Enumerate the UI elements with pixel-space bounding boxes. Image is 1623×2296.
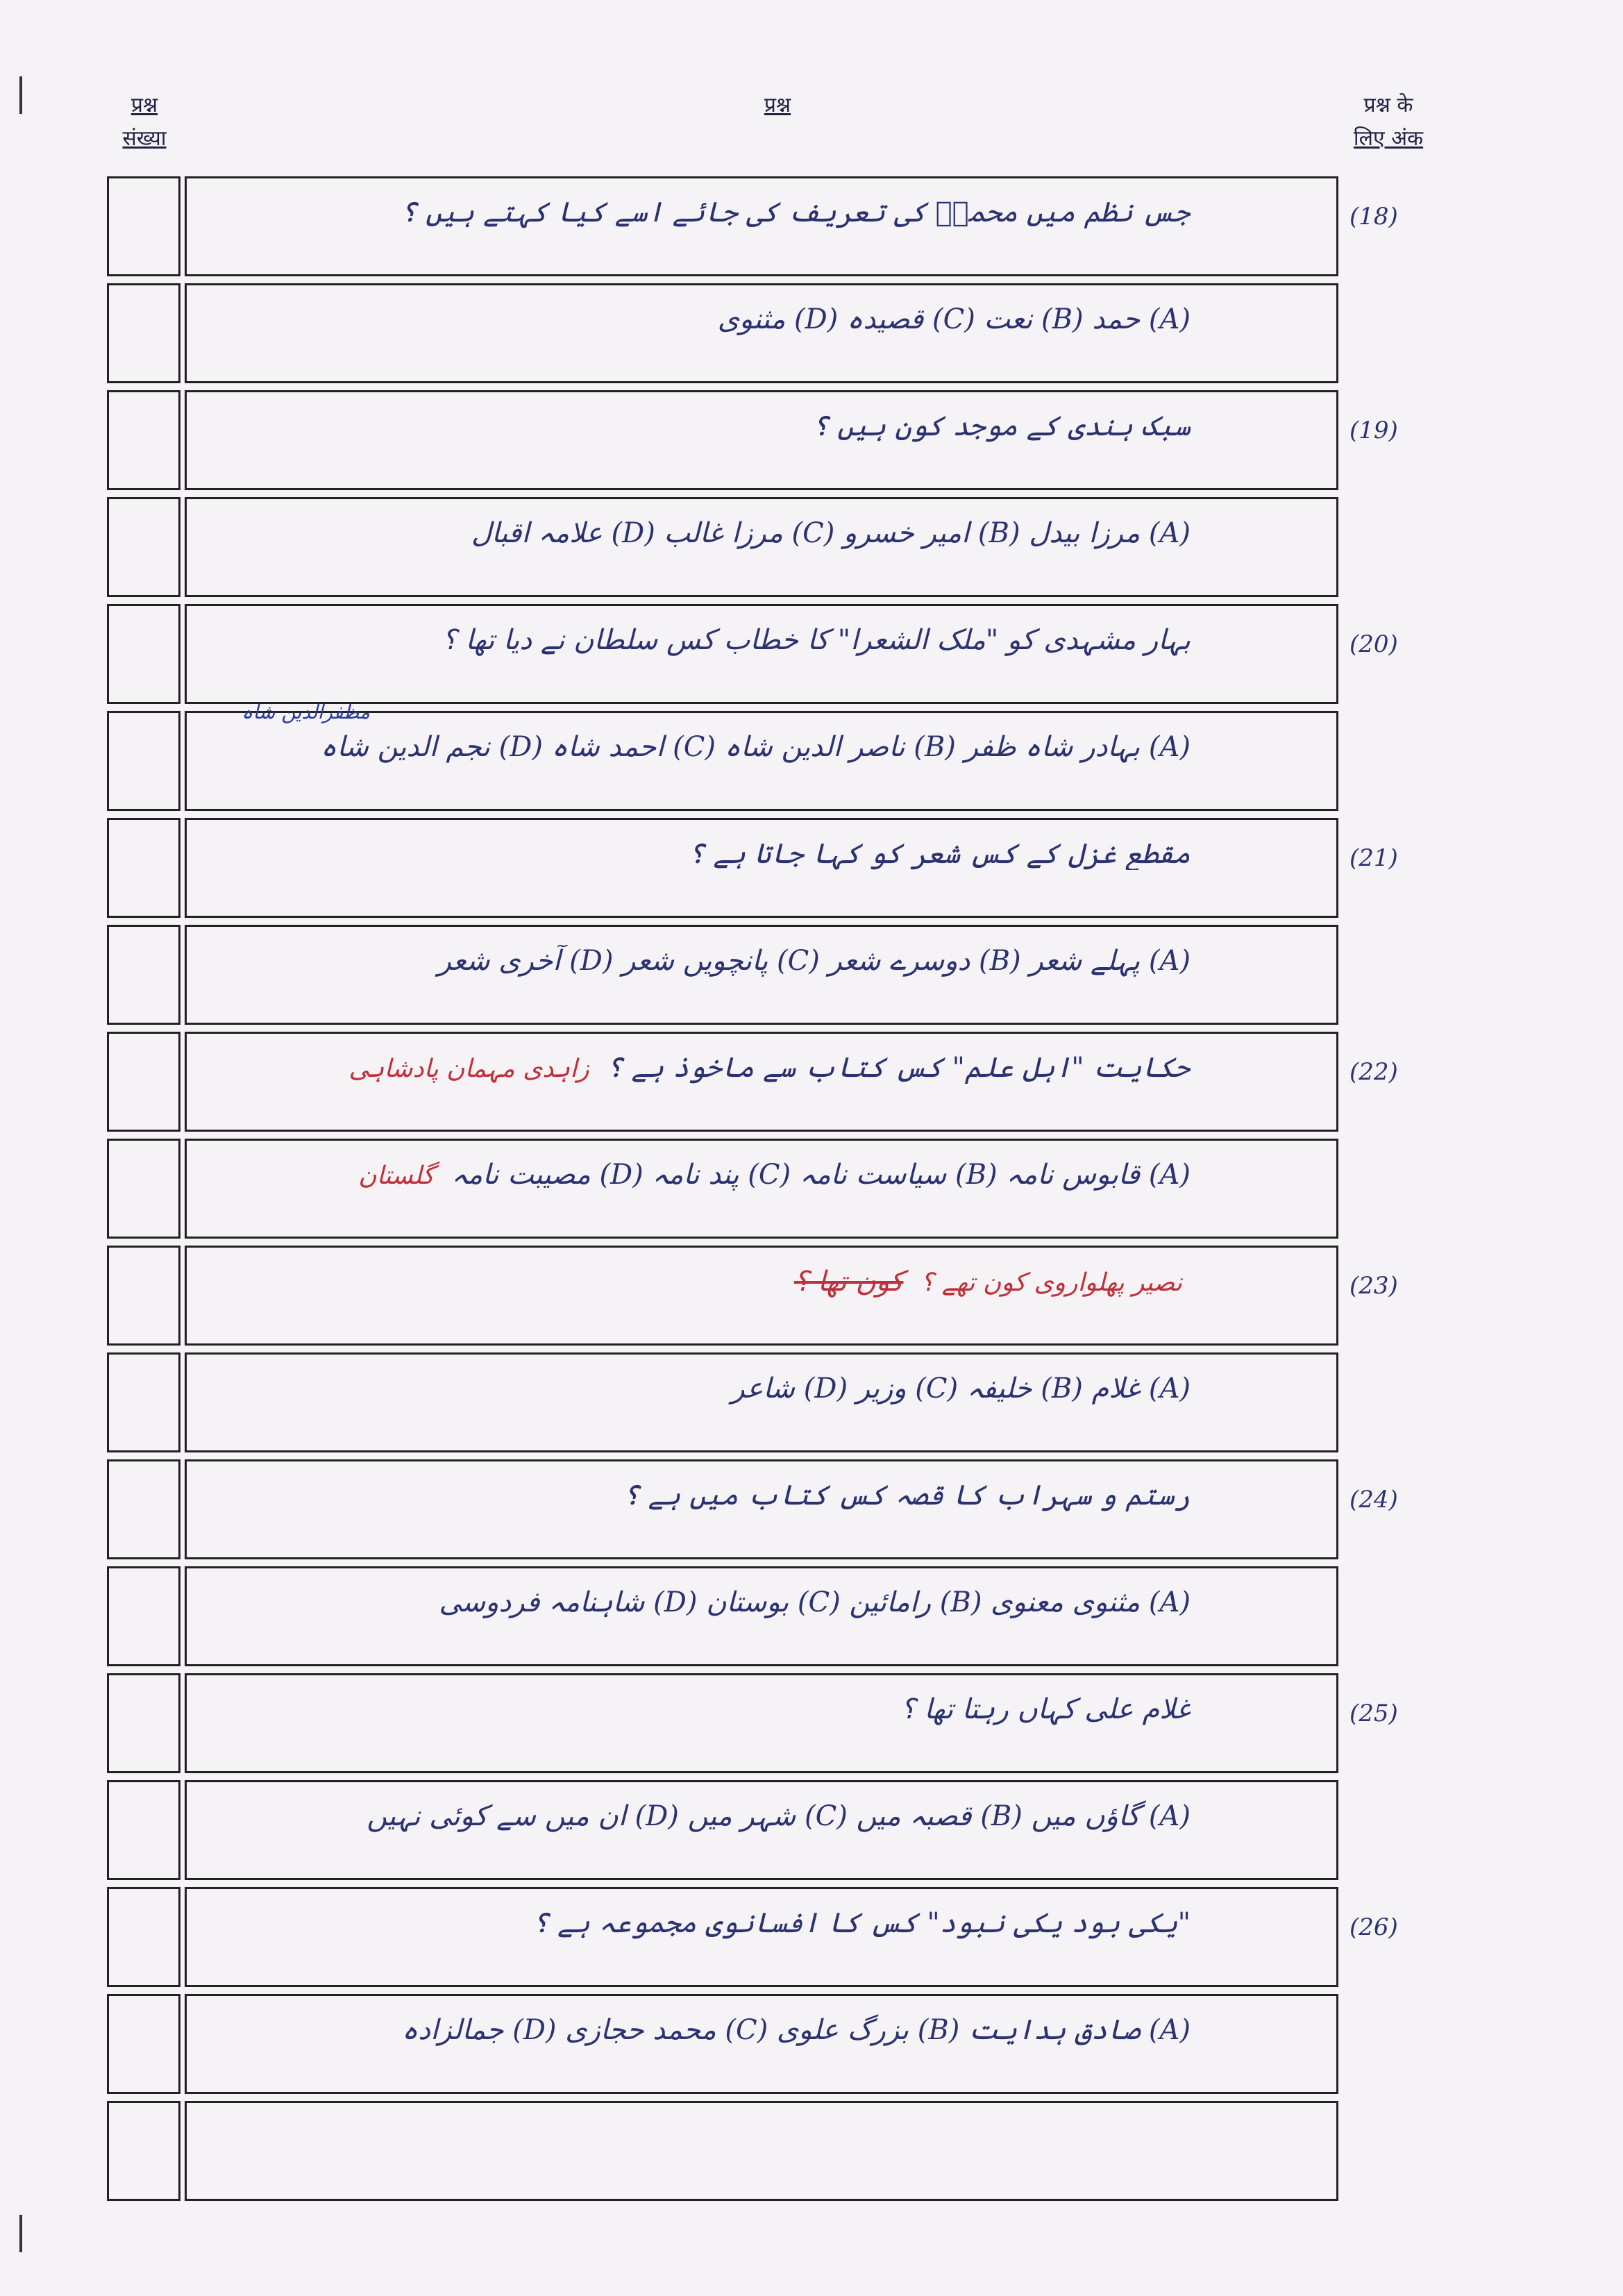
row-7: [107, 818, 1398, 918]
options-text: (A) غلام (B) خلیفہ (C) وزیر (D) شاعر: [731, 1373, 1191, 1405]
qno-cell: [107, 283, 180, 383]
question-cell: [185, 1459, 1338, 1559]
header-marks: [1333, 89, 1444, 156]
question-cell: [185, 1673, 1338, 1773]
margin-mark-bottom: [19, 2215, 22, 2252]
qno-cell: [107, 497, 180, 597]
question-text: مقطع غزل کے کس شعر کو کہا جاتا ہے ؟: [688, 838, 1191, 870]
question-text: سبک ہندی کے موجد کون ہیں ؟: [812, 410, 1191, 442]
header-qno-line1: प्रश्न: [131, 93, 158, 117]
question-number: (25): [1349, 1700, 1398, 1727]
handwritten-correction: زاہدی مہمان پادشاہی: [348, 1055, 589, 1083]
qno-cell: [107, 1780, 180, 1880]
qno-cell: [107, 1459, 180, 1559]
handwritten-correction: گلستان: [358, 1162, 435, 1190]
row-2: [107, 283, 1338, 383]
question-number: (21): [1349, 844, 1398, 872]
qno-cell: [107, 1887, 180, 1987]
row-10: [107, 1139, 1338, 1239]
qno-cell: [107, 711, 180, 811]
row-6: [107, 701, 1338, 811]
struck-text: کون تھا ؟: [793, 1266, 904, 1298]
row-14: [107, 1566, 1338, 1666]
row-12: [107, 1352, 1338, 1452]
question-text: "یکی بود یکی نبود" کس کا افسانوی مجموعہ ہے ؟: [532, 1907, 1191, 1939]
question-number: (20): [1349, 630, 1398, 658]
options-text-content: (A) قابوس نامہ (B) سیاست نامہ (C) پند نامہ (D) مصیبت نامہ: [451, 1159, 1191, 1191]
question-number: (23): [1349, 1272, 1398, 1300]
margin-mark-top: [19, 76, 22, 114]
row-1: [107, 176, 1398, 276]
row-18: [107, 1994, 1338, 2094]
header-marks-line2: लिए अंक: [1353, 126, 1424, 151]
question-text-content: حکایت "اہل علم" کس کتاب سے ماخوذ ہے ؟: [606, 1052, 1191, 1084]
options-cell: [185, 1566, 1338, 1666]
header-question: [736, 89, 819, 122]
options-text: (A) مرزا بیدل (B) امیر خسرو (C) مرزا غالب (D) علامہ اقبال: [471, 517, 1191, 549]
question-cell: [185, 1887, 1338, 1987]
question-cell: [185, 1246, 1338, 1346]
options-cell: [185, 1994, 1338, 2094]
options-text: (A) صادق ہدایت (B) بزرگ علوی (C) محمد حجازی (D) جمالزادہ: [401, 2014, 1191, 2046]
row-16: [107, 1780, 1338, 1880]
header-marks-line1: प्रश्न के: [1363, 93, 1413, 117]
question-text: [208, 1052, 1191, 1084]
row-4: [107, 497, 1338, 597]
options-text: [208, 1159, 1191, 1191]
row-15: [107, 1673, 1398, 1773]
qno-cell: [107, 818, 180, 918]
handwritten-correction: نصیر پھلواروی کون تھے ؟: [920, 1268, 1182, 1297]
handwritten-correction: مظفرالدین شاہ: [242, 701, 370, 723]
row-8: [107, 925, 1338, 1025]
options-cell: [185, 1139, 1338, 1239]
question-cell: [185, 390, 1338, 490]
question-number: (26): [1349, 1913, 1398, 1941]
header-qno-line2: संख्या: [122, 126, 167, 151]
qno-cell: [107, 176, 180, 276]
qno-cell: [107, 1032, 180, 1132]
question-text: بہار مشہدی کو "ملک الشعرا" کا خطاب کس سلطان نے دیا تھا ؟: [442, 624, 1191, 656]
answer-grid: [107, 176, 1398, 2208]
row-9: [107, 1032, 1398, 1132]
qno-cell: [107, 2101, 180, 2201]
options-cell: [185, 283, 1338, 383]
question-number: (22): [1349, 1058, 1398, 1086]
row-11: [107, 1246, 1398, 1346]
question-text: غلام علی کہاں رہتا تھا ؟: [900, 1693, 1191, 1725]
qno-cell: [107, 1994, 180, 2094]
qno-cell: [107, 1352, 180, 1452]
qno-cell: [107, 390, 180, 490]
question-text: رستم و سہراب کا قصہ کس کتاب میں ہے ؟: [623, 1480, 1191, 1511]
qno-cell: [107, 1139, 180, 1239]
question-number: (18): [1349, 203, 1398, 231]
options-cell: [185, 925, 1338, 1025]
options-text: (A) گاؤں میں (B) قصبہ میں (C) شہر میں (D) ان میں سے کوئی نہیں: [367, 1800, 1191, 1832]
options-text: (A) حمد (B) نعت (C) قصیدہ (D) مثنوی: [717, 303, 1191, 335]
options-text: [208, 731, 1191, 763]
options-text: (A) مثنوی معنوی (B) رامائین (C) بوستان (D) شاہنامہ فردوسی: [439, 1586, 1191, 1618]
options-cell: [185, 1352, 1338, 1452]
qno-cell: [107, 1566, 180, 1666]
options-cell: [185, 701, 1338, 811]
empty-cell: [185, 2101, 1338, 2201]
row-17: [107, 1887, 1398, 1987]
qno-cell: [107, 925, 180, 1025]
question-cell: [185, 818, 1338, 918]
question-cell: [185, 1032, 1338, 1132]
options-cell: [185, 1780, 1338, 1880]
question-number: (24): [1349, 1486, 1398, 1514]
row-3: [107, 390, 1398, 490]
row-19: [107, 2101, 1338, 2201]
question-text: جس نظم میں محمدؐ کی تعریف کی جائے اسے کیا کہتے ہیں ؟: [400, 196, 1191, 228]
options-cell: [185, 497, 1338, 597]
question-number: (19): [1349, 417, 1398, 444]
question-text: [208, 1266, 1191, 1298]
qno-cell: [107, 604, 180, 704]
question-cell: [185, 604, 1338, 704]
options-text: (A) پہلے شعر (B) دوسرے شعر (C) پانچویں شعر (D) آخری شعر: [437, 945, 1191, 977]
qno-cell: [107, 1673, 180, 1773]
qno-cell: [107, 1246, 180, 1346]
row-13: [107, 1459, 1398, 1559]
header-question-title: प्रश्न: [764, 93, 791, 117]
row-5: [107, 604, 1398, 704]
header-question-number: [110, 89, 179, 156]
question-cell: [185, 176, 1338, 276]
options-text-content: (A) بہادر شاہ ظفر (B) ناصر الدین شاہ (C) احمد شاہ (D) نجم الدین شاہ: [320, 731, 1191, 763]
